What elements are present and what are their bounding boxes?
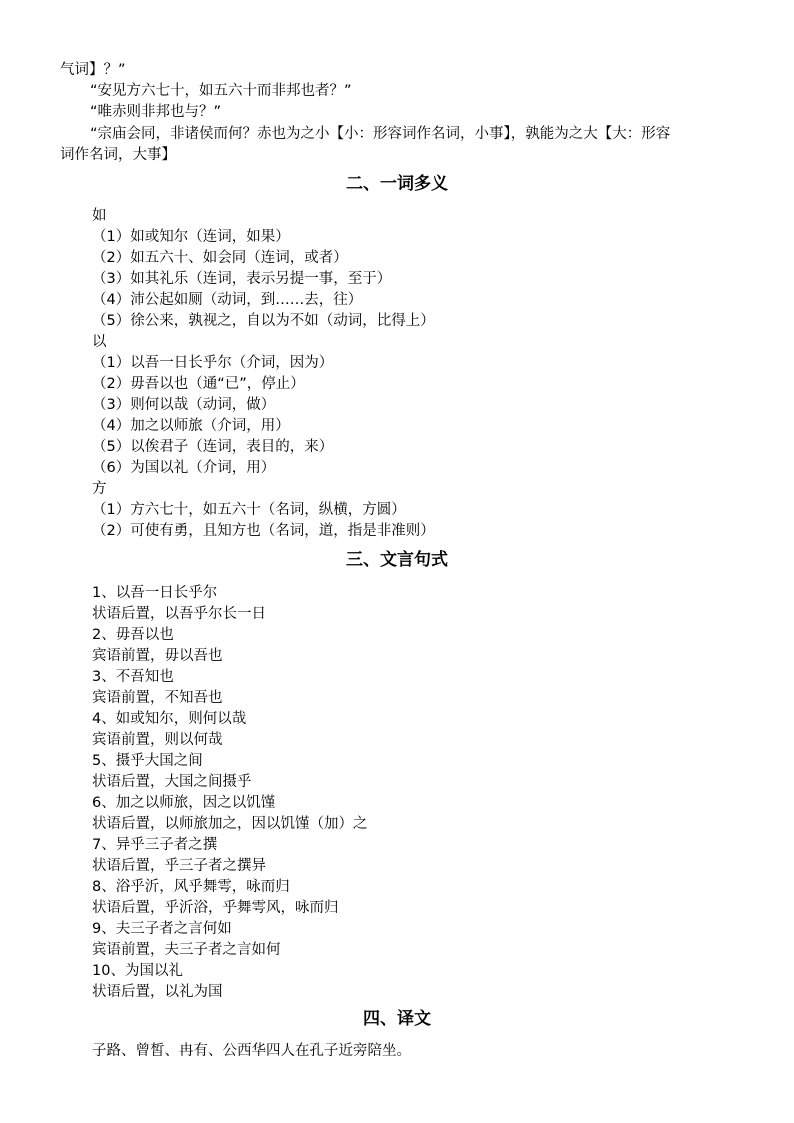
sentence-analysis: 状语后置，以吾乎尔长一日 [92,606,266,622]
polysemy-word: 以 [92,334,107,350]
section-heading: 四、译文 [363,1009,431,1029]
intro-line: “安见方六七十，如五六十而非邦也者？” [90,83,352,99]
polysemy-item: （2）可使有勇，且知方也（名词，道，指是非准则） [92,523,435,539]
polysemy-word: 如 [92,208,107,224]
polysemy-item: （1）方六七十，如五六十（名词，纵横，方圆） [92,502,406,518]
polysemy-item: （4）加之以师旅（介词，用） [92,418,290,434]
sentence-analysis: 宾语前置，则以何哉 [92,732,223,748]
polysemy-word: 方 [92,481,107,497]
sentence-analysis: 状语后置，乎沂浴，乎舞雩风，咏而归 [92,900,339,916]
polysemy-item: （2）毋吾以也（通“已”，停止） [92,376,305,392]
sentence-example: 7、异乎三子者之撰 [92,837,218,853]
polysemy-item: （1）如或知尔（连词，如果） [92,229,290,245]
translation-line: 子路、曾皙、冉有、公西华四人在孔子近旁陪坐。 [92,1043,411,1059]
sentence-example: 6、加之以师旅，因之以饥馑 [92,795,276,811]
sentence-example: 1、以吾一日长乎尔 [92,585,218,601]
sentence-example: 10、为国以礼 [92,963,183,979]
intro-line: “宗庙会同，非诸侯而何？赤也为之小【小：形容词作名词，小事】，孰能为之大【大：形容 [90,126,671,142]
sentence-analysis: 宾语前置，毋以吾也 [92,648,223,664]
sentence-example: 2、毋吾以也 [92,627,174,643]
polysemy-item: （3）如其礼乐（连词，表示另提一事，至于） [92,271,392,287]
intro-line: “唯赤则非邦也与？” [90,104,222,120]
polysemy-item: （1）以吾一日长乎尔（介词，因为） [92,355,334,371]
sentence-analysis: 状语后置，大国之间摄乎 [92,774,252,790]
sentence-example: 8、浴乎沂，风乎舞雩，咏而归 [92,879,290,895]
section-heading: 二、一词多义 [346,174,448,194]
polysemy-item: （2）如五六十、如会同（连词，或者） [92,250,348,266]
sentence-example: 9、夫三子者之言何如 [92,921,232,937]
polysemy-item: （4）沛公起如厕（动词，到……去，往） [92,292,363,308]
intro-line: 词作名词，大事】 [60,147,176,163]
polysemy-item: （5）以俟君子（连词，表目的，来） [92,439,334,455]
sentence-analysis: 宾语前置，夫三子者之言如何 [92,942,281,958]
section-heading: 三、文言句式 [346,550,448,570]
sentence-example: 5、摄乎大国之间 [92,753,203,769]
intro-line: 气词】？” [60,62,126,78]
sentence-example: 3、不吾知也 [92,669,174,685]
sentence-analysis: 状语后置，乎三子者之撰异 [92,858,266,874]
polysemy-item: （5）徐公来，孰视之，自以为不如（动词，比得上） [92,313,435,329]
polysemy-item: （6）为国以礼（介词，用） [92,460,276,476]
sentence-example: 4、如或知尔，则何以哉 [92,711,247,727]
sentence-analysis: 状语后置，以礼为国 [92,984,223,1000]
sentence-analysis: 状语后置，以师旅加之，因以饥馑（加）之 [92,816,368,832]
sentence-analysis: 宾语前置，不知吾也 [92,690,223,706]
polysemy-item: （3）则何以哉（动词，做） [92,397,276,413]
